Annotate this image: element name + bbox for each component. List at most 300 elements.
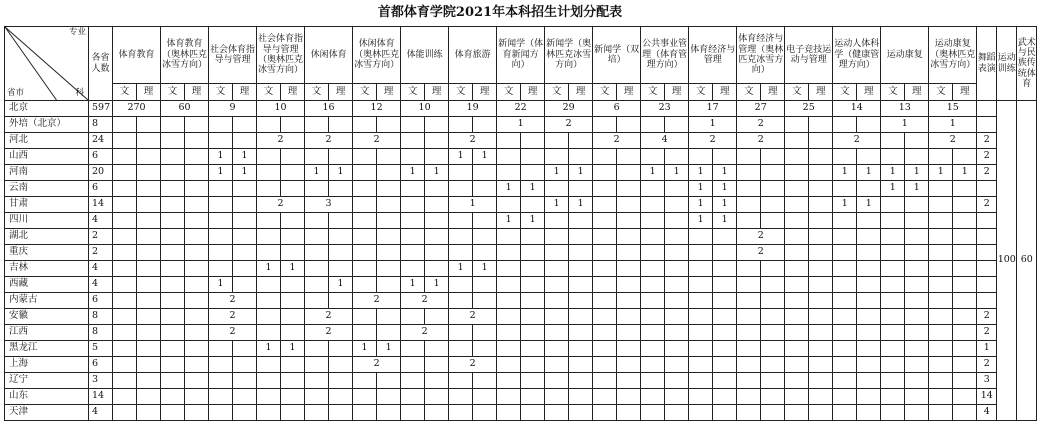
empty-cell — [881, 277, 905, 293]
plan-cell: 1 — [881, 117, 929, 133]
empty-cell — [785, 197, 809, 213]
empty-cell — [185, 277, 209, 293]
empty-cell — [257, 389, 281, 405]
empty-cell — [401, 245, 425, 261]
province-cell: 云南 — [5, 181, 89, 197]
empty-cell — [113, 181, 137, 197]
empty-cell — [809, 229, 833, 245]
dance-cell — [977, 245, 997, 261]
dance-cell — [977, 293, 997, 309]
empty-cell — [185, 309, 209, 325]
header-li: 理 — [425, 84, 449, 101]
empty-cell — [161, 117, 185, 133]
empty-cell — [953, 197, 977, 213]
total-cell: 2 — [89, 245, 113, 261]
plan-cell: 1 — [449, 261, 473, 277]
empty-cell — [785, 117, 809, 133]
empty-cell — [785, 357, 809, 373]
empty-cell — [665, 197, 689, 213]
empty-cell — [713, 405, 737, 421]
dance-cell: 2 — [977, 325, 997, 341]
empty-cell — [161, 341, 185, 357]
empty-cell — [617, 357, 641, 373]
empty-cell — [761, 261, 785, 277]
header-extra: 武术与民族传统体育 — [1017, 27, 1037, 101]
empty-cell — [881, 293, 905, 309]
empty-cell — [593, 357, 617, 373]
empty-cell — [737, 261, 761, 277]
empty-cell — [857, 325, 881, 341]
header-wen: 文 — [545, 84, 569, 101]
empty-cell — [473, 181, 497, 197]
plan-cell: 1 — [857, 165, 881, 181]
empty-cell — [665, 245, 689, 261]
empty-cell — [617, 117, 641, 133]
plan-cell: 16 — [305, 101, 353, 117]
empty-cell — [329, 389, 353, 405]
empty-cell — [329, 181, 353, 197]
empty-cell — [521, 325, 545, 341]
empty-cell — [689, 389, 713, 405]
plan-cell: 1 — [233, 165, 257, 181]
empty-cell — [857, 245, 881, 261]
empty-cell — [569, 229, 593, 245]
empty-cell — [833, 261, 857, 277]
empty-cell — [545, 373, 569, 389]
empty-cell — [305, 117, 329, 133]
empty-cell — [257, 229, 281, 245]
header-major: 休闲体育 — [305, 27, 353, 84]
empty-cell — [689, 293, 713, 309]
empty-cell — [593, 325, 617, 341]
empty-cell — [545, 341, 569, 357]
header-major: 新闻学（双培） — [593, 27, 641, 84]
empty-cell — [833, 357, 857, 373]
plan-cell: 10 — [401, 101, 449, 117]
empty-cell — [809, 117, 833, 133]
empty-cell — [185, 293, 209, 309]
header-li: 理 — [569, 84, 593, 101]
empty-cell — [377, 197, 401, 213]
empty-cell — [929, 341, 953, 357]
empty-cell — [665, 293, 689, 309]
empty-cell — [113, 405, 137, 421]
empty-cell — [929, 389, 953, 405]
empty-cell — [137, 245, 161, 261]
empty-cell — [521, 293, 545, 309]
empty-cell — [161, 229, 185, 245]
empty-cell — [521, 229, 545, 245]
empty-cell — [617, 277, 641, 293]
plan-cell: 1 — [257, 341, 281, 357]
empty-cell — [953, 405, 977, 421]
empty-cell — [257, 373, 281, 389]
empty-cell — [281, 309, 305, 325]
empty-cell — [329, 405, 353, 421]
empty-cell — [881, 229, 905, 245]
empty-cell — [857, 341, 881, 357]
empty-cell — [137, 405, 161, 421]
empty-cell — [257, 245, 281, 261]
empty-cell — [881, 133, 905, 149]
empty-cell — [593, 293, 617, 309]
empty-cell — [281, 229, 305, 245]
table-row — [5, 325, 1037, 341]
empty-cell — [233, 117, 257, 133]
table-row — [5, 293, 1037, 309]
header-count: 各省人数 — [89, 27, 113, 101]
table-row — [5, 261, 1037, 277]
empty-cell — [497, 133, 521, 149]
total-cell: 5 — [89, 341, 113, 357]
empty-cell — [641, 325, 665, 341]
table-row — [5, 165, 1037, 181]
empty-cell — [161, 197, 185, 213]
empty-cell — [497, 165, 521, 181]
empty-cell — [257, 309, 281, 325]
province-cell: 天津 — [5, 405, 89, 421]
table-row — [5, 149, 1037, 165]
province-cell: 河南 — [5, 165, 89, 181]
empty-cell — [785, 309, 809, 325]
training-cell: 100 — [997, 101, 1017, 421]
empty-cell — [449, 293, 473, 309]
plan-cell: 2 — [401, 325, 449, 341]
plan-cell: 1 — [881, 181, 905, 197]
empty-cell — [665, 213, 689, 229]
empty-cell — [473, 405, 497, 421]
province-cell: 甘肃 — [5, 197, 89, 213]
empty-cell — [857, 277, 881, 293]
header-li: 理 — [137, 84, 161, 101]
plan-cell: 2 — [737, 245, 785, 261]
empty-cell — [425, 133, 449, 149]
plan-cell: 2 — [401, 293, 449, 309]
plan-cell: 1 — [929, 117, 977, 133]
empty-cell — [833, 325, 857, 341]
province-cell: 山东 — [5, 389, 89, 405]
empty-cell — [857, 373, 881, 389]
empty-cell — [425, 405, 449, 421]
empty-cell — [329, 341, 353, 357]
empty-cell — [353, 165, 377, 181]
plan-cell: 1 — [497, 181, 521, 197]
empty-cell — [233, 229, 257, 245]
empty-cell — [881, 245, 905, 261]
province-cell: 江西 — [5, 325, 89, 341]
plan-cell: 27 — [737, 101, 785, 117]
header-wen: 文 — [833, 84, 857, 101]
plan-cell: 1 — [689, 117, 737, 133]
empty-cell — [665, 261, 689, 277]
empty-cell — [881, 213, 905, 229]
empty-cell — [113, 389, 137, 405]
empty-cell — [113, 165, 137, 181]
empty-cell — [617, 165, 641, 181]
plan-cell: 23 — [641, 101, 689, 117]
plan-cell: 1 — [713, 197, 737, 213]
empty-cell — [809, 213, 833, 229]
plan-cell: 1 — [497, 117, 545, 133]
empty-cell — [209, 357, 233, 373]
empty-cell — [353, 309, 377, 325]
empty-cell — [593, 389, 617, 405]
province-cell: 北京 — [5, 101, 89, 117]
empty-cell — [545, 261, 569, 277]
empty-cell — [641, 117, 665, 133]
empty-cell — [665, 309, 689, 325]
empty-cell — [209, 197, 233, 213]
plan-cell: 1 — [953, 165, 977, 181]
dance-cell — [977, 261, 997, 277]
empty-cell — [641, 357, 665, 373]
empty-cell — [161, 373, 185, 389]
plan-cell: 2 — [833, 133, 881, 149]
empty-cell — [305, 149, 329, 165]
header-major: 体能训练 — [401, 27, 449, 84]
empty-cell — [593, 229, 617, 245]
plan-cell: 4 — [641, 133, 689, 149]
empty-cell — [665, 341, 689, 357]
empty-cell — [617, 229, 641, 245]
empty-cell — [761, 405, 785, 421]
empty-cell — [401, 309, 425, 325]
empty-cell — [497, 373, 521, 389]
wushu-cell: 60 — [1017, 101, 1037, 421]
empty-cell — [281, 325, 305, 341]
empty-cell — [569, 373, 593, 389]
plan-cell: 2 — [449, 309, 497, 325]
table-row — [5, 197, 1037, 213]
empty-cell — [233, 213, 257, 229]
empty-cell — [569, 149, 593, 165]
empty-cell — [737, 197, 761, 213]
empty-cell — [281, 117, 305, 133]
plan-cell: 2 — [545, 117, 593, 133]
table-row — [5, 389, 1037, 405]
empty-cell — [473, 277, 497, 293]
empty-cell — [353, 245, 377, 261]
empty-cell — [617, 197, 641, 213]
empty-cell — [233, 389, 257, 405]
empty-cell — [881, 357, 905, 373]
plan-cell: 2 — [209, 293, 257, 309]
empty-cell — [641, 293, 665, 309]
province-cell: 黑龙江 — [5, 341, 89, 357]
plan-cell: 1 — [449, 149, 473, 165]
empty-cell — [689, 325, 713, 341]
plan-cell: 1 — [545, 165, 569, 181]
empty-cell — [137, 229, 161, 245]
empty-cell — [473, 229, 497, 245]
empty-cell — [641, 405, 665, 421]
empty-cell — [833, 229, 857, 245]
plan-cell: 2 — [929, 133, 977, 149]
empty-cell — [425, 373, 449, 389]
plan-cell: 29 — [545, 101, 593, 117]
plan-cell: 1 — [449, 197, 497, 213]
empty-cell — [497, 325, 521, 341]
table-row — [5, 405, 1037, 421]
plan-cell: 1 — [305, 165, 329, 181]
plan-cell: 1 — [689, 197, 713, 213]
table-row — [5, 133, 1037, 149]
total-cell: 14 — [89, 389, 113, 405]
empty-cell — [329, 357, 353, 373]
empty-cell — [473, 389, 497, 405]
empty-cell — [233, 245, 257, 261]
empty-cell — [857, 117, 881, 133]
empty-cell — [137, 293, 161, 309]
empty-cell — [281, 373, 305, 389]
empty-cell — [809, 293, 833, 309]
empty-cell — [545, 389, 569, 405]
empty-cell — [257, 405, 281, 421]
empty-cell — [305, 389, 329, 405]
empty-cell — [641, 341, 665, 357]
empty-cell — [833, 117, 857, 133]
empty-cell — [785, 325, 809, 341]
plan-cell: 1 — [473, 149, 497, 165]
empty-cell — [185, 405, 209, 421]
empty-cell — [953, 389, 977, 405]
empty-cell — [905, 245, 929, 261]
empty-cell — [929, 261, 953, 277]
empty-cell — [137, 117, 161, 133]
empty-cell — [185, 373, 209, 389]
empty-cell — [281, 277, 305, 293]
empty-cell — [113, 229, 137, 245]
plan-cell: 1 — [377, 341, 401, 357]
header-li: 理 — [953, 84, 977, 101]
plan-cell: 1 — [353, 341, 377, 357]
empty-cell — [569, 357, 593, 373]
empty-cell — [713, 341, 737, 357]
plan-cell: 1 — [665, 165, 689, 181]
header-wen: 文 — [497, 84, 521, 101]
empty-cell — [545, 325, 569, 341]
empty-cell — [929, 229, 953, 245]
header-wen: 文 — [161, 84, 185, 101]
empty-cell — [521, 389, 545, 405]
empty-cell — [209, 405, 233, 421]
dance-cell — [977, 277, 997, 293]
header-major: 体育经济与管理（奥林匹克冰雪方向） — [737, 27, 785, 84]
empty-cell — [113, 261, 137, 277]
empty-cell — [617, 389, 641, 405]
total-cell: 20 — [89, 165, 113, 181]
empty-cell — [449, 325, 473, 341]
dance-cell: 2 — [977, 309, 997, 325]
dance-cell — [977, 213, 997, 229]
empty-cell — [785, 389, 809, 405]
empty-cell — [257, 165, 281, 181]
empty-cell — [761, 309, 785, 325]
plan-cell: 1 — [401, 165, 425, 181]
empty-cell — [161, 181, 185, 197]
empty-cell — [641, 277, 665, 293]
header-li: 理 — [377, 84, 401, 101]
empty-cell — [353, 229, 377, 245]
empty-cell — [401, 181, 425, 197]
empty-cell — [497, 261, 521, 277]
table-row — [5, 101, 1037, 117]
empty-cell — [569, 293, 593, 309]
empty-cell — [137, 165, 161, 181]
header-extra: 运动训练 — [997, 27, 1017, 101]
plan-cell: 2 — [305, 325, 353, 341]
empty-cell — [641, 213, 665, 229]
empty-cell — [425, 149, 449, 165]
dance-cell: 2 — [977, 357, 997, 373]
empty-cell — [353, 213, 377, 229]
empty-cell — [713, 309, 737, 325]
header-wen: 文 — [785, 84, 809, 101]
empty-cell — [185, 213, 209, 229]
empty-cell — [737, 309, 761, 325]
empty-cell — [305, 245, 329, 261]
header-wen: 文 — [449, 84, 473, 101]
empty-cell — [833, 149, 857, 165]
header-wen: 文 — [737, 84, 761, 101]
empty-cell — [545, 245, 569, 261]
empty-cell — [449, 405, 473, 421]
header-major: 电子竞技运动与管理 — [785, 27, 833, 84]
empty-cell — [593, 405, 617, 421]
empty-cell — [641, 149, 665, 165]
empty-cell — [425, 229, 449, 245]
province-cell: 西藏 — [5, 277, 89, 293]
plan-cell: 60 — [161, 101, 209, 117]
empty-cell — [689, 309, 713, 325]
plan-cell: 1 — [881, 165, 905, 181]
empty-cell — [521, 341, 545, 357]
empty-cell — [545, 357, 569, 373]
empty-cell — [809, 277, 833, 293]
plan-cell: 22 — [497, 101, 545, 117]
empty-cell — [953, 309, 977, 325]
empty-cell — [689, 277, 713, 293]
empty-cell — [809, 165, 833, 181]
header-major: 运动人体科学（健康管理方向） — [833, 27, 881, 84]
empty-cell — [713, 325, 737, 341]
empty-cell — [617, 181, 641, 197]
plan-cell: 12 — [353, 101, 401, 117]
empty-cell — [377, 405, 401, 421]
header-wen: 文 — [401, 84, 425, 101]
plan-cell: 2 — [209, 325, 257, 341]
empty-cell — [737, 165, 761, 181]
empty-cell — [377, 165, 401, 181]
empty-cell — [905, 293, 929, 309]
empty-cell — [305, 341, 329, 357]
empty-cell — [233, 261, 257, 277]
empty-cell — [161, 261, 185, 277]
empty-cell — [329, 261, 353, 277]
empty-cell — [377, 117, 401, 133]
empty-cell — [257, 277, 281, 293]
header-extra: 舞蹈表演 — [977, 27, 997, 101]
empty-cell — [209, 373, 233, 389]
plan-cell: 13 — [881, 101, 929, 117]
empty-cell — [305, 277, 329, 293]
plan-cell: 1 — [545, 197, 569, 213]
empty-cell — [329, 117, 353, 133]
empty-cell — [569, 389, 593, 405]
empty-cell — [425, 197, 449, 213]
header-li: 理 — [857, 84, 881, 101]
empty-cell — [425, 389, 449, 405]
